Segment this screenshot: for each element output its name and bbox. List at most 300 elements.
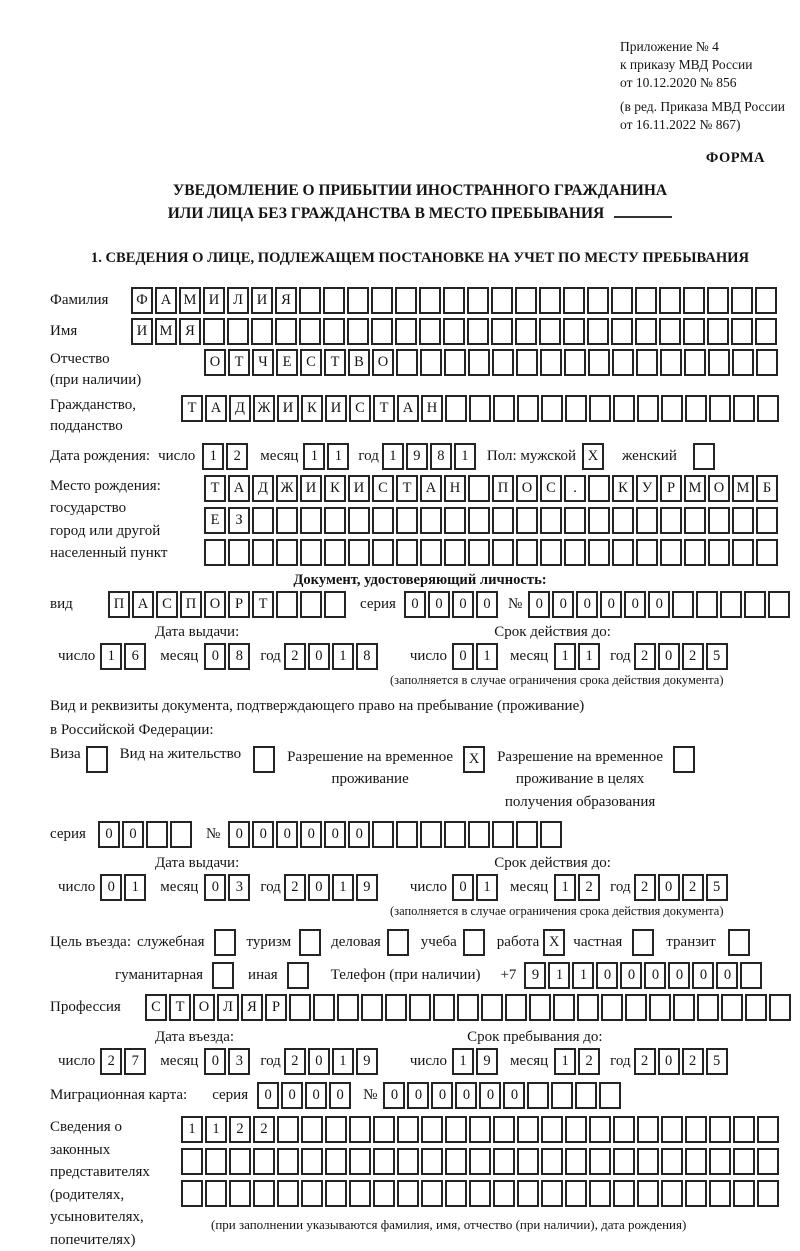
stay-year-box[interactable]: 2 <box>682 1048 704 1075</box>
sex-female-checkbox[interactable] <box>693 443 715 470</box>
migration-number-box[interactable] <box>551 1082 573 1109</box>
doc-number-box[interactable] <box>768 591 790 618</box>
surname-char-box[interactable] <box>539 287 561 314</box>
surname-char-box[interactable] <box>611 287 633 314</box>
given-name-char-box[interactable] <box>227 318 249 345</box>
birth-place-char-box[interactable]: О <box>516 475 538 502</box>
citizenship-char-box[interactable] <box>565 395 587 422</box>
birth-place-char-box[interactable] <box>372 539 394 566</box>
residence-issue-year-box[interactable]: 9 <box>356 874 378 901</box>
legal-reps-char-box[interactable] <box>517 1180 539 1207</box>
birth-place-char-box[interactable] <box>372 507 394 534</box>
surname-char-box[interactable] <box>299 287 321 314</box>
phone-digit-box[interactable]: 0 <box>716 962 738 989</box>
legal-reps-char-box[interactable] <box>421 1116 443 1143</box>
given-name-char-box[interactable]: И <box>131 318 153 345</box>
birth-place-char-box[interactable] <box>276 507 298 534</box>
given-name-char-box[interactable] <box>347 318 369 345</box>
residence-expiry-year-box[interactable]: 2 <box>634 874 656 901</box>
legal-reps-char-box[interactable] <box>565 1148 587 1175</box>
residence-number-box[interactable]: 0 <box>228 821 250 848</box>
patronymic-char-box[interactable]: О <box>372 349 394 376</box>
surname-char-box[interactable] <box>395 287 417 314</box>
patronymic-char-box[interactable] <box>612 349 634 376</box>
birth-place-char-box[interactable] <box>420 539 442 566</box>
birth-place-char-box[interactable]: У <box>636 475 658 502</box>
birth-month-box[interactable]: 1 <box>327 443 349 470</box>
phone-digit-box[interactable] <box>740 962 762 989</box>
doc-series-box[interactable]: 0 <box>404 591 426 618</box>
legal-reps-char-box[interactable] <box>685 1116 707 1143</box>
entry-day-box[interactable]: 2 <box>100 1048 122 1075</box>
birth-place-char-box[interactable] <box>204 539 226 566</box>
legal-reps-char-box[interactable] <box>325 1148 347 1175</box>
legal-reps-char-box[interactable] <box>757 1116 779 1143</box>
migration-number-box[interactable]: 0 <box>407 1082 429 1109</box>
doc-number-box[interactable]: 0 <box>576 591 598 618</box>
stay-month-box[interactable]: 1 <box>554 1048 576 1075</box>
birth-place-char-box[interactable] <box>468 475 490 502</box>
given-name-char-box[interactable] <box>299 318 321 345</box>
birth-place-char-box[interactable] <box>516 507 538 534</box>
doc-number-box[interactable]: 0 <box>600 591 622 618</box>
birth-place-char-box[interactable] <box>540 507 562 534</box>
residence-number-box[interactable] <box>396 821 418 848</box>
birth-place-char-box[interactable]: Ж <box>276 475 298 502</box>
birth-place-char-box[interactable] <box>732 539 754 566</box>
patronymic-char-box[interactable] <box>468 349 490 376</box>
phone-digit-box[interactable]: 0 <box>668 962 690 989</box>
legal-reps-char-box[interactable] <box>613 1180 635 1207</box>
citizenship-char-box[interactable] <box>733 395 755 422</box>
stay-day-box[interactable]: 9 <box>476 1048 498 1075</box>
stay-month-box[interactable]: 2 <box>578 1048 600 1075</box>
citizenship-char-box[interactable] <box>517 395 539 422</box>
legal-reps-char-box[interactable] <box>181 1148 203 1175</box>
surname-char-box[interactable] <box>419 287 441 314</box>
issue-year-box[interactable]: 2 <box>284 643 306 670</box>
legal-reps-char-box[interactable] <box>349 1116 371 1143</box>
birth-place-char-box[interactable] <box>660 507 682 534</box>
doc-kind-char-box[interactable]: Т <box>252 591 274 618</box>
birth-place-char-box[interactable] <box>300 507 322 534</box>
patronymic-char-box[interactable]: В <box>348 349 370 376</box>
birth-place-char-box[interactable]: К <box>324 475 346 502</box>
phone-digit-box[interactable]: 9 <box>524 962 546 989</box>
profession-char-box[interactable] <box>457 994 479 1021</box>
doc-kind-char-box[interactable]: С <box>156 591 178 618</box>
surname-char-box[interactable] <box>731 287 753 314</box>
phone-digit-box[interactable]: 0 <box>692 962 714 989</box>
patronymic-char-box[interactable] <box>540 349 562 376</box>
residence-expiry-day-box[interactable]: 0 <box>452 874 474 901</box>
doc-series-box[interactable]: 0 <box>452 591 474 618</box>
patronymic-char-box[interactable] <box>732 349 754 376</box>
legal-reps-char-box[interactable] <box>349 1148 371 1175</box>
entry-month-box[interactable]: 0 <box>204 1048 226 1075</box>
given-name-char-box[interactable] <box>515 318 537 345</box>
phone-digit-box[interactable]: 0 <box>644 962 666 989</box>
birth-place-char-box[interactable]: П <box>492 475 514 502</box>
stay-year-box[interactable]: 2 <box>634 1048 656 1075</box>
legal-reps-char-box[interactable] <box>469 1148 491 1175</box>
entry-year-box[interactable]: 9 <box>356 1048 378 1075</box>
legal-reps-char-box[interactable] <box>685 1180 707 1207</box>
birth-place-char-box[interactable] <box>348 507 370 534</box>
birth-place-char-box[interactable]: Т <box>204 475 226 502</box>
legal-reps-char-box[interactable] <box>493 1116 515 1143</box>
legal-reps-char-box[interactable] <box>613 1148 635 1175</box>
birth-place-char-box[interactable]: М <box>732 475 754 502</box>
migration-series-box[interactable]: 0 <box>257 1082 279 1109</box>
residence-number-box[interactable] <box>420 821 442 848</box>
profession-char-box[interactable] <box>649 994 671 1021</box>
doc-kind-char-box[interactable]: П <box>180 591 202 618</box>
expiry-month-box[interactable]: 1 <box>554 643 576 670</box>
surname-char-box[interactable] <box>659 287 681 314</box>
entry-year-box[interactable]: 2 <box>284 1048 306 1075</box>
birth-place-char-box[interactable]: С <box>372 475 394 502</box>
phone-digit-box[interactable]: 0 <box>620 962 642 989</box>
birth-place-char-box[interactable]: Р <box>660 475 682 502</box>
migration-number-box[interactable] <box>599 1082 621 1109</box>
residence-expiry-day-box[interactable]: 1 <box>476 874 498 901</box>
profession-char-box[interactable] <box>721 994 743 1021</box>
patronymic-char-box[interactable] <box>636 349 658 376</box>
issue-day-box[interactable]: 6 <box>124 643 146 670</box>
residence-expiry-year-box[interactable]: 5 <box>706 874 728 901</box>
stay-year-box[interactable]: 0 <box>658 1048 680 1075</box>
legal-reps-char-box[interactable] <box>373 1116 395 1143</box>
stay-day-box[interactable]: 1 <box>452 1048 474 1075</box>
residence-number-box[interactable] <box>540 821 562 848</box>
birth-place-char-box[interactable] <box>612 507 634 534</box>
given-name-char-box[interactable] <box>659 318 681 345</box>
citizenship-char-box[interactable] <box>445 395 467 422</box>
birth-place-char-box[interactable]: М <box>684 475 706 502</box>
legal-reps-char-box[interactable] <box>421 1180 443 1207</box>
birth-place-char-box[interactable] <box>708 507 730 534</box>
legal-reps-char-box[interactable] <box>757 1148 779 1175</box>
birth-place-char-box[interactable] <box>684 539 706 566</box>
profession-char-box[interactable] <box>481 994 503 1021</box>
legal-reps-char-box[interactable] <box>301 1148 323 1175</box>
given-name-char-box[interactable] <box>467 318 489 345</box>
legal-reps-char-box[interactable] <box>517 1116 539 1143</box>
entry-month-box[interactable]: 3 <box>228 1048 250 1075</box>
legal-reps-char-box[interactable] <box>733 1180 755 1207</box>
citizenship-char-box[interactable] <box>613 395 635 422</box>
birth-place-char-box[interactable] <box>252 539 274 566</box>
residence-number-box[interactable]: 0 <box>348 821 370 848</box>
doc-number-box[interactable]: 0 <box>528 591 550 618</box>
legal-reps-char-box[interactable] <box>709 1180 731 1207</box>
birth-place-char-box[interactable] <box>228 539 250 566</box>
surname-char-box[interactable] <box>491 287 513 314</box>
expiry-year-box[interactable]: 2 <box>634 643 656 670</box>
birth-place-char-box[interactable]: С <box>540 475 562 502</box>
birth-place-char-box[interactable] <box>348 539 370 566</box>
legal-reps-char-box[interactable]: 1 <box>205 1116 227 1143</box>
citizenship-char-box[interactable]: Т <box>181 395 203 422</box>
profession-char-box[interactable] <box>337 994 359 1021</box>
migration-series-box[interactable]: 0 <box>305 1082 327 1109</box>
birth-place-char-box[interactable]: О <box>708 475 730 502</box>
citizenship-char-box[interactable]: Ж <box>253 395 275 422</box>
profession-char-box[interactable] <box>769 994 791 1021</box>
given-name-char-box[interactable]: М <box>155 318 177 345</box>
patronymic-char-box[interactable] <box>444 349 466 376</box>
citizenship-char-box[interactable]: Д <box>229 395 251 422</box>
given-name-char-box[interactable] <box>371 318 393 345</box>
legal-reps-char-box[interactable] <box>253 1148 275 1175</box>
birth-place-char-box[interactable] <box>444 507 466 534</box>
citizenship-char-box[interactable]: А <box>205 395 227 422</box>
doc-kind-char-box[interactable] <box>300 591 322 618</box>
expiry-day-box[interactable]: 1 <box>476 643 498 670</box>
surname-char-box[interactable] <box>587 287 609 314</box>
profession-char-box[interactable] <box>529 994 551 1021</box>
given-name-char-box[interactable] <box>563 318 585 345</box>
profession-char-box[interactable] <box>505 994 527 1021</box>
legal-reps-char-box[interactable] <box>445 1148 467 1175</box>
surname-char-box[interactable] <box>323 287 345 314</box>
citizenship-char-box[interactable] <box>685 395 707 422</box>
residence-expiry-month-box[interactable]: 2 <box>578 874 600 901</box>
birth-place-char-box[interactable] <box>396 539 418 566</box>
legal-reps-char-box[interactable] <box>733 1148 755 1175</box>
legal-reps-char-box[interactable] <box>661 1180 683 1207</box>
doc-series-box[interactable]: 0 <box>428 591 450 618</box>
citizenship-char-box[interactable] <box>757 395 779 422</box>
legal-reps-char-box[interactable] <box>325 1180 347 1207</box>
phone-digit-box[interactable]: 0 <box>596 962 618 989</box>
residence-series-box[interactable]: 0 <box>98 821 120 848</box>
birth-place-char-box[interactable] <box>636 507 658 534</box>
given-name-char-box[interactable] <box>419 318 441 345</box>
birth-place-char-box[interactable]: И <box>300 475 322 502</box>
surname-char-box[interactable]: А <box>155 287 177 314</box>
surname-char-box[interactable]: Ф <box>131 287 153 314</box>
sex-male-checkbox[interactable]: X <box>582 443 604 470</box>
legal-reps-char-box[interactable] <box>445 1180 467 1207</box>
birth-place-char-box[interactable]: . <box>564 475 586 502</box>
purpose-transit-checkbox[interactable] <box>728 929 750 956</box>
legal-reps-char-box[interactable] <box>229 1148 251 1175</box>
legal-reps-char-box[interactable] <box>517 1148 539 1175</box>
surname-char-box[interactable] <box>563 287 585 314</box>
expiry-month-box[interactable]: 1 <box>578 643 600 670</box>
expiry-year-box[interactable]: 2 <box>682 643 704 670</box>
residence-expiry-month-box[interactable]: 1 <box>554 874 576 901</box>
profession-char-box[interactable] <box>601 994 623 1021</box>
legal-reps-char-box[interactable] <box>757 1180 779 1207</box>
residence-issue-month-box[interactable]: 3 <box>228 874 250 901</box>
legal-reps-char-box[interactable] <box>469 1116 491 1143</box>
birth-place-char-box[interactable]: А <box>228 475 250 502</box>
purpose-humanitarian-checkbox[interactable] <box>212 962 234 989</box>
legal-reps-char-box[interactable] <box>661 1148 683 1175</box>
migration-number-box[interactable]: 0 <box>431 1082 453 1109</box>
residence-series-box[interactable]: 0 <box>122 821 144 848</box>
legal-reps-char-box[interactable] <box>469 1180 491 1207</box>
citizenship-char-box[interactable]: С <box>349 395 371 422</box>
surname-char-box[interactable]: Л <box>227 287 249 314</box>
legal-reps-char-box[interactable] <box>445 1116 467 1143</box>
given-name-char-box[interactable] <box>611 318 633 345</box>
citizenship-char-box[interactable] <box>541 395 563 422</box>
profession-char-box[interactable] <box>553 994 575 1021</box>
birth-place-char-box[interactable] <box>516 539 538 566</box>
legal-reps-char-box[interactable] <box>205 1148 227 1175</box>
legal-reps-char-box[interactable] <box>709 1148 731 1175</box>
legal-reps-char-box[interactable] <box>733 1116 755 1143</box>
doc-number-box[interactable]: 0 <box>648 591 670 618</box>
birth-place-char-box[interactable] <box>660 539 682 566</box>
expiry-year-box[interactable]: 5 <box>706 643 728 670</box>
legal-reps-char-box[interactable] <box>565 1116 587 1143</box>
purpose-business-checkbox[interactable] <box>387 929 409 956</box>
birth-place-char-box[interactable] <box>252 507 274 534</box>
phone-digit-box[interactable]: 1 <box>572 962 594 989</box>
entry-day-box[interactable]: 7 <box>124 1048 146 1075</box>
legal-reps-char-box[interactable] <box>205 1180 227 1207</box>
citizenship-char-box[interactable]: К <box>301 395 323 422</box>
profession-char-box[interactable] <box>433 994 455 1021</box>
citizenship-char-box[interactable]: И <box>277 395 299 422</box>
legal-reps-char-box[interactable] <box>301 1116 323 1143</box>
purpose-tourism-checkbox[interactable] <box>299 929 321 956</box>
patronymic-char-box[interactable] <box>420 349 442 376</box>
surname-char-box[interactable] <box>515 287 537 314</box>
given-name-char-box[interactable] <box>323 318 345 345</box>
given-name-char-box[interactable] <box>683 318 705 345</box>
profession-char-box[interactable] <box>385 994 407 1021</box>
legal-reps-char-box[interactable] <box>589 1116 611 1143</box>
profession-char-box[interactable] <box>625 994 647 1021</box>
residence-number-box[interactable] <box>492 821 514 848</box>
migration-number-box[interactable] <box>527 1082 549 1109</box>
citizenship-char-box[interactable]: Т <box>373 395 395 422</box>
doc-kind-char-box[interactable] <box>324 591 346 618</box>
doc-number-box[interactable] <box>672 591 694 618</box>
birth-year-box[interactable]: 1 <box>382 443 404 470</box>
given-name-char-box[interactable] <box>251 318 273 345</box>
citizenship-char-box[interactable]: Н <box>421 395 443 422</box>
surname-char-box[interactable] <box>347 287 369 314</box>
birth-place-char-box[interactable] <box>468 539 490 566</box>
patronymic-char-box[interactable] <box>756 349 778 376</box>
surname-char-box[interactable] <box>707 287 729 314</box>
patronymic-char-box[interactable]: Ч <box>252 349 274 376</box>
doc-kind-char-box[interactable]: А <box>132 591 154 618</box>
birth-place-char-box[interactable] <box>444 539 466 566</box>
residence-number-box[interactable] <box>468 821 490 848</box>
stay-year-box[interactable]: 5 <box>706 1048 728 1075</box>
given-name-char-box[interactable] <box>731 318 753 345</box>
expiry-year-box[interactable]: 0 <box>658 643 680 670</box>
visa-checkbox[interactable] <box>86 746 108 773</box>
migration-number-box[interactable]: 0 <box>383 1082 405 1109</box>
legal-reps-char-box[interactable] <box>397 1116 419 1143</box>
profession-char-box[interactable] <box>313 994 335 1021</box>
birth-year-box[interactable]: 9 <box>406 443 428 470</box>
patronymic-char-box[interactable]: Т <box>324 349 346 376</box>
birth-place-char-box[interactable] <box>492 539 514 566</box>
birth-place-char-box[interactable]: З <box>228 507 250 534</box>
profession-char-box[interactable]: С <box>145 994 167 1021</box>
legal-reps-char-box[interactable] <box>277 1180 299 1207</box>
birth-place-char-box[interactable] <box>588 475 610 502</box>
given-name-char-box[interactable] <box>275 318 297 345</box>
residence-issue-year-box[interactable]: 1 <box>332 874 354 901</box>
birth-place-char-box[interactable] <box>420 507 442 534</box>
legal-reps-char-box[interactable] <box>565 1180 587 1207</box>
legal-reps-char-box[interactable]: 1 <box>181 1116 203 1143</box>
legal-reps-char-box[interactable] <box>181 1180 203 1207</box>
legal-reps-char-box[interactable] <box>493 1148 515 1175</box>
birth-place-char-box[interactable] <box>588 539 610 566</box>
given-name-char-box[interactable]: Я <box>179 318 201 345</box>
given-name-char-box[interactable] <box>707 318 729 345</box>
residence-number-box[interactable]: 0 <box>300 821 322 848</box>
legal-reps-char-box[interactable] <box>637 1180 659 1207</box>
legal-reps-char-box[interactable] <box>637 1116 659 1143</box>
entry-year-box[interactable]: 0 <box>308 1048 330 1075</box>
profession-char-box[interactable]: Т <box>169 994 191 1021</box>
birth-place-char-box[interactable]: Т <box>396 475 418 502</box>
birth-place-char-box[interactable] <box>588 507 610 534</box>
legal-reps-char-box[interactable] <box>325 1116 347 1143</box>
residence-number-box[interactable] <box>516 821 538 848</box>
surname-char-box[interactable] <box>467 287 489 314</box>
birth-place-char-box[interactable] <box>756 539 778 566</box>
residence-expiry-year-box[interactable]: 0 <box>658 874 680 901</box>
issue-year-box[interactable]: 8 <box>356 643 378 670</box>
doc-kind-char-box[interactable] <box>276 591 298 618</box>
doc-number-box[interactable]: 0 <box>624 591 646 618</box>
migration-number-box[interactable]: 0 <box>479 1082 501 1109</box>
issue-year-box[interactable]: 1 <box>332 643 354 670</box>
given-name-char-box[interactable] <box>587 318 609 345</box>
citizenship-char-box[interactable] <box>493 395 515 422</box>
birth-day-box[interactable]: 1 <box>202 443 224 470</box>
residence-issue-month-box[interactable]: 0 <box>204 874 226 901</box>
birth-place-char-box[interactable]: А <box>420 475 442 502</box>
legal-reps-char-box[interactable]: 2 <box>229 1116 251 1143</box>
legal-reps-char-box[interactable] <box>397 1148 419 1175</box>
patronymic-char-box[interactable] <box>396 349 418 376</box>
legal-reps-char-box[interactable] <box>541 1116 563 1143</box>
legal-reps-char-box[interactable] <box>541 1180 563 1207</box>
legal-reps-char-box[interactable] <box>685 1148 707 1175</box>
legal-reps-char-box[interactable] <box>589 1148 611 1175</box>
patronymic-char-box[interactable] <box>684 349 706 376</box>
surname-char-box[interactable] <box>755 287 777 314</box>
patronymic-char-box[interactable] <box>516 349 538 376</box>
doc-kind-char-box[interactable]: О <box>204 591 226 618</box>
profession-char-box[interactable] <box>409 994 431 1021</box>
surname-char-box[interactable]: И <box>251 287 273 314</box>
surname-char-box[interactable]: Я <box>275 287 297 314</box>
study-permit-checkbox[interactable] <box>673 746 695 773</box>
patronymic-char-box[interactable]: Т <box>228 349 250 376</box>
legal-reps-char-box[interactable] <box>301 1180 323 1207</box>
expiry-day-box[interactable]: 0 <box>452 643 474 670</box>
birth-place-char-box[interactable] <box>756 507 778 534</box>
birth-place-char-box[interactable] <box>636 539 658 566</box>
surname-char-box[interactable]: М <box>179 287 201 314</box>
